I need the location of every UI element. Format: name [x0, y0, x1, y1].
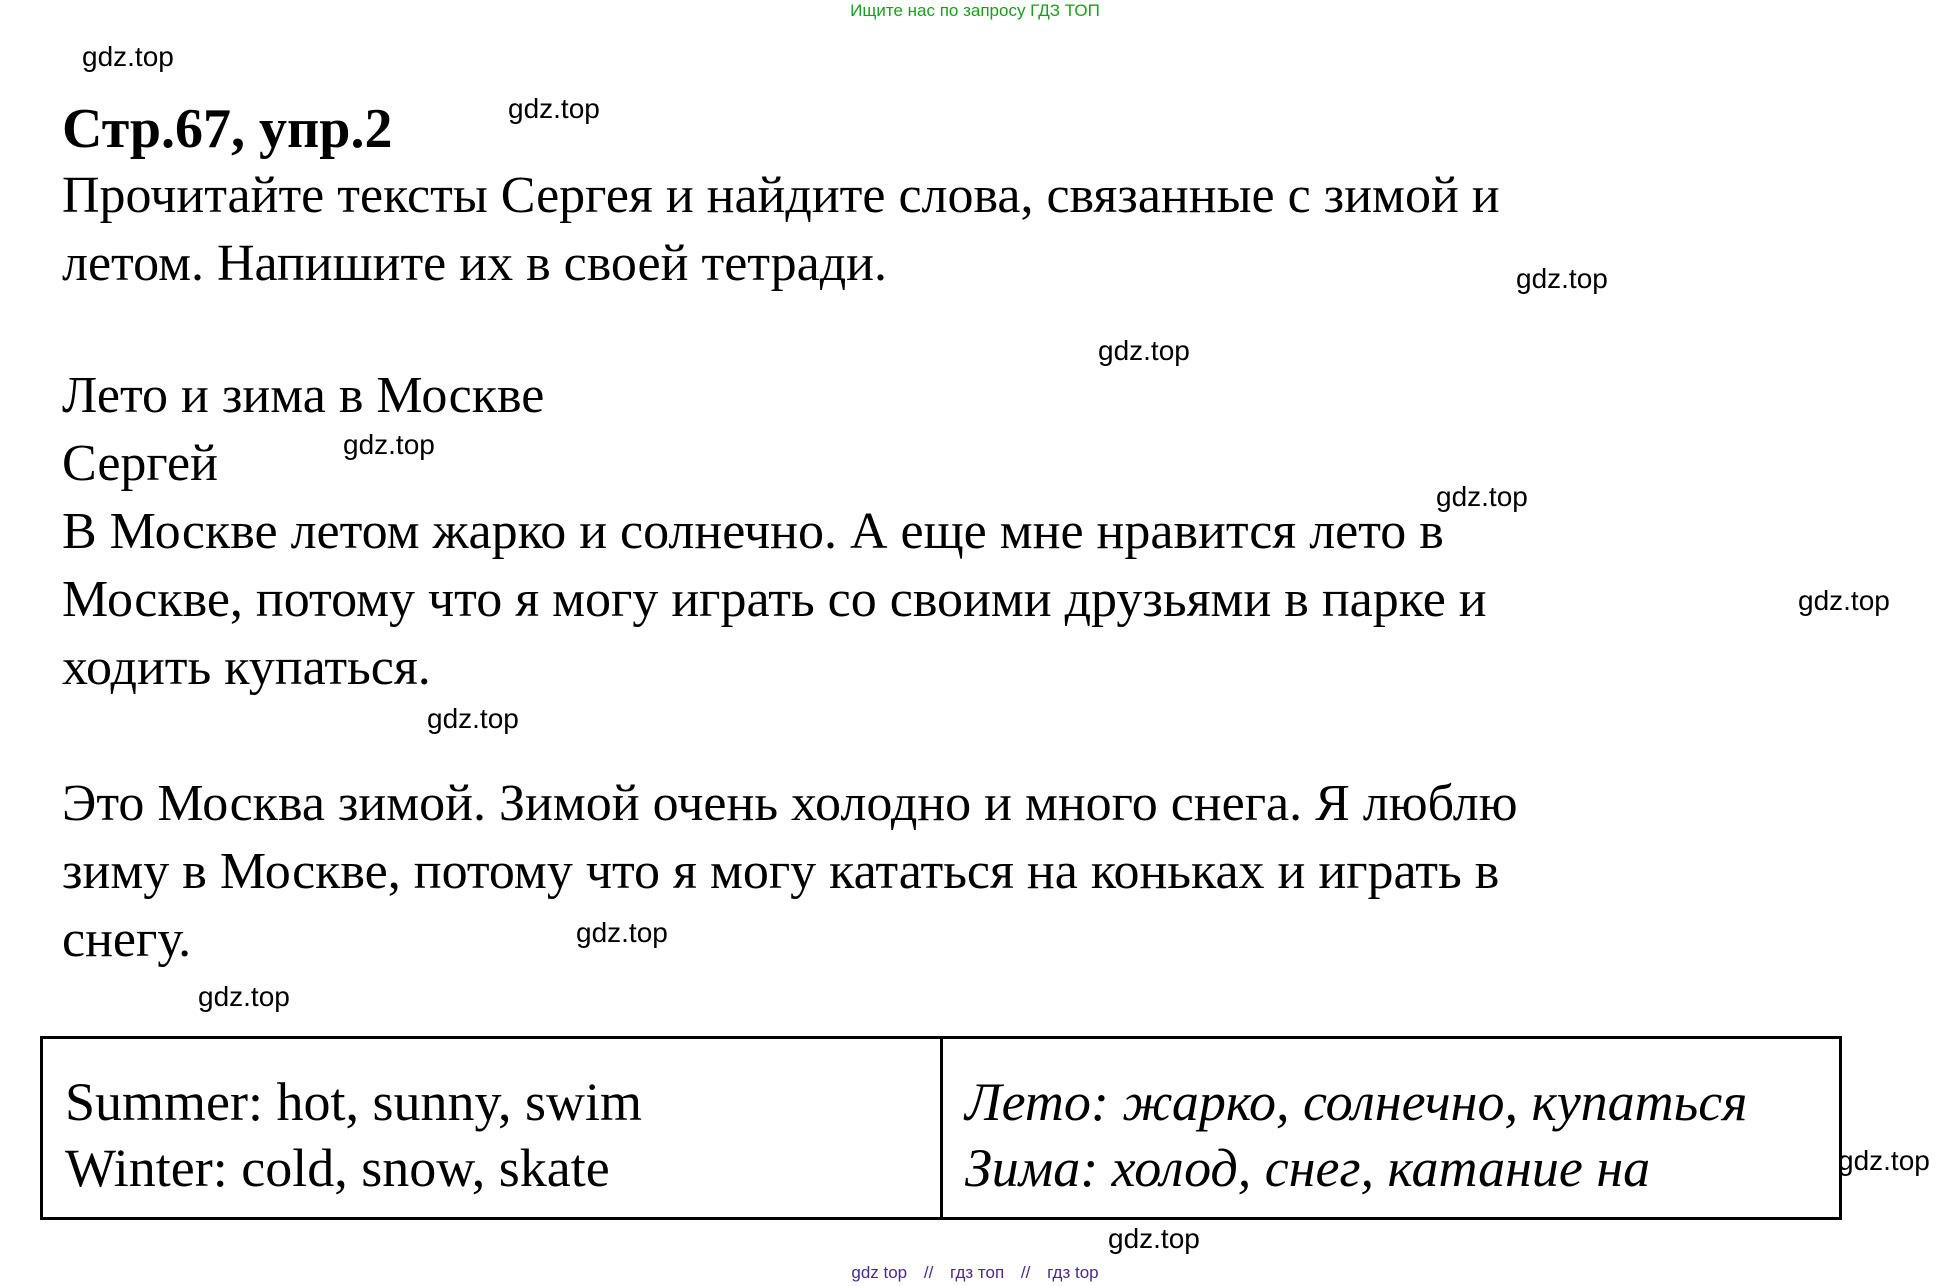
winter-text-line: зиму в Москве, потому что я могу кататься на коньках и играть в: [62, 843, 1500, 900]
bottom-link-separator: //: [923, 1263, 934, 1282]
watermark: gdz.top: [576, 917, 668, 948]
task-line: Прочитайте тексты Сергея и найдите слова, связанные с зимой и: [62, 167, 1500, 224]
watermark: gdz.top: [508, 93, 600, 124]
watermark: gdz.top: [1838, 1145, 1930, 1176]
top-banner: Ищите нас по запросу ГДЗ ТОП: [850, 1, 1100, 20]
bottom-link-separator: //: [1020, 1263, 1031, 1282]
answer-cell-english: [43, 1039, 943, 1217]
winter-text-line: снегу.: [62, 911, 192, 968]
summer-text-line: В Москве летом жарко и солнечно. А еще мне нравится лето в: [62, 503, 1444, 560]
answer-table: [40, 1036, 1842, 1220]
bottom-link[interactable]: гдз топ: [950, 1263, 1005, 1282]
winter-text-line: Это Москва зимой. Зимой очень холодно и много снега. Я люблю: [62, 775, 1518, 832]
watermark: gdz.top: [1516, 263, 1608, 294]
answer-summer-english: Summer: hot, sunny, swim: [65, 1072, 643, 1132]
summer-text-line: Москве, потому что я могу играть со своими друзьями в парке и: [62, 571, 1487, 628]
watermark: gdz.top: [1798, 585, 1890, 616]
answer-summer-russian: Лето: жарко, солнечно, купаться: [965, 1072, 1748, 1132]
bottom-links: [0, 1262, 1950, 1284]
story-author: Сергей: [62, 435, 218, 492]
watermark: gdz.top: [1436, 481, 1528, 512]
exercise-title: Стр.67, упр.2: [62, 98, 393, 160]
bottom-link[interactable]: гдз top: [1047, 1263, 1099, 1282]
watermark: gdz.top: [427, 703, 519, 734]
watermark: gdz.top: [1108, 1223, 1200, 1254]
watermark: gdz.top: [343, 429, 435, 460]
summer-text-line: ходить купаться.: [62, 639, 431, 696]
answer-winter-russian: Зима: холод, снег, катание на: [965, 1138, 1651, 1198]
watermark: gdz.top: [198, 981, 290, 1012]
task-line: летом. Напишите их в своей тетради.: [62, 235, 887, 292]
answer-winter-english: Winter: cold, snow, skate: [65, 1138, 610, 1198]
answer-cell-russian: [943, 1039, 1839, 1217]
watermark: gdz.top: [1098, 335, 1190, 366]
bottom-link[interactable]: gdz top: [851, 1263, 908, 1282]
story-title: Лето и зима в Москве: [62, 367, 545, 424]
watermark: gdz.top: [82, 41, 174, 72]
